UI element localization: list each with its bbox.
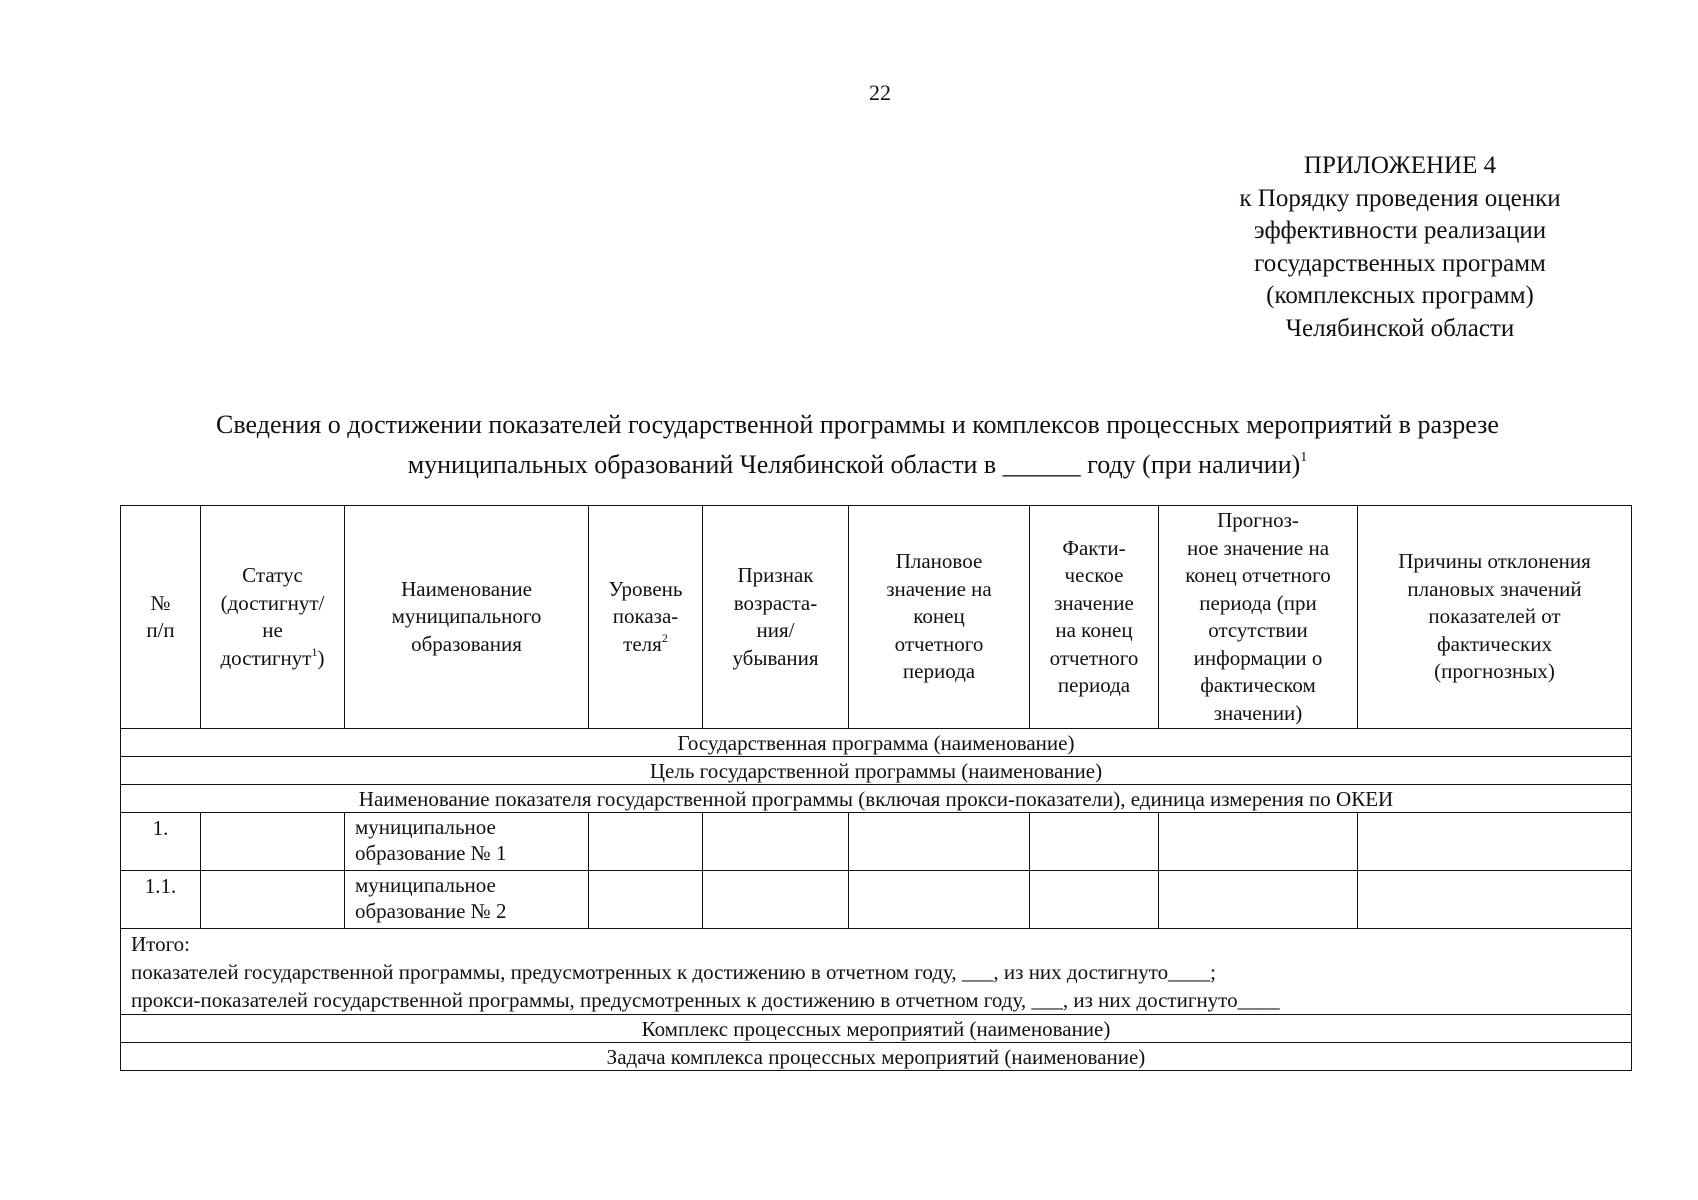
level-cell bbox=[589, 871, 703, 929]
section-row-indicator bbox=[121, 785, 1632, 813]
footnote-marker: 1 bbox=[1300, 450, 1308, 465]
planned-cell bbox=[849, 871, 1030, 929]
header-text: значении) bbox=[1213, 700, 1303, 725]
actual-cell bbox=[1030, 813, 1159, 871]
header-text: значение bbox=[1054, 590, 1134, 615]
header-forecast bbox=[1159, 506, 1358, 729]
summary-line: прокси-показателей государственной программы, предусмотренных к достижению в отчетном году, ___, из них достигнуто____ bbox=[131, 988, 1280, 1012]
summary-cell bbox=[121, 929, 1632, 1015]
header-text: периода bbox=[1057, 673, 1131, 697]
header-text: ния/ bbox=[756, 618, 795, 642]
header-text: № bbox=[150, 590, 171, 615]
header-text: Уровень bbox=[608, 576, 683, 601]
header-text: убывания bbox=[732, 645, 819, 670]
header-text: периода (при bbox=[1199, 590, 1317, 615]
header-level bbox=[589, 506, 703, 729]
section-program: Государственная программа (наименование) bbox=[121, 729, 1632, 757]
header-text: отчетного bbox=[894, 631, 984, 656]
header-text: Прогноз- bbox=[1217, 508, 1299, 532]
level-cell bbox=[589, 813, 703, 871]
section-row-complex bbox=[121, 1015, 1632, 1043]
header-text: возраста- bbox=[733, 590, 818, 615]
document-title-line-1: Сведения о достижении показателей государственной программы и комплексов процессных мероприятий в разрезе bbox=[216, 410, 1499, 439]
summary-row bbox=[121, 929, 1632, 1015]
planned-cell bbox=[849, 813, 1030, 871]
header-text: периода bbox=[902, 659, 976, 684]
status-cell bbox=[201, 871, 345, 929]
indicators-table bbox=[120, 505, 1632, 1071]
table-row bbox=[121, 813, 1632, 871]
header-actual bbox=[1030, 506, 1159, 729]
header-status bbox=[201, 506, 345, 729]
table-row bbox=[121, 871, 1632, 929]
forecast-cell bbox=[1159, 871, 1358, 929]
status-cell bbox=[201, 813, 345, 871]
reasons-cell bbox=[1358, 871, 1632, 929]
trend-cell bbox=[703, 813, 849, 871]
section-row-program bbox=[121, 729, 1632, 757]
appendix-header bbox=[1190, 150, 1610, 345]
header-trend bbox=[703, 506, 849, 729]
header-text: отчетного bbox=[1049, 645, 1139, 670]
header-text: ) bbox=[317, 645, 325, 670]
municipality-name-line: образование № 1 bbox=[355, 841, 507, 865]
header-text bbox=[589, 631, 702, 659]
header-text: показателей от bbox=[1428, 604, 1561, 629]
header-text: фактическом bbox=[1200, 673, 1316, 697]
header-text: муниципального bbox=[391, 604, 542, 629]
header-text: фактических bbox=[1437, 631, 1552, 656]
header-text: значение на bbox=[886, 576, 992, 601]
section-row-task bbox=[121, 1043, 1632, 1071]
reasons-cell bbox=[1358, 813, 1632, 871]
header-text: информации о bbox=[1193, 645, 1323, 670]
header-municipality bbox=[345, 506, 589, 729]
header-row bbox=[121, 506, 1632, 729]
header-text: Наименование bbox=[401, 576, 532, 601]
header-text: не bbox=[262, 618, 283, 642]
header-text: Признак bbox=[737, 563, 814, 587]
header-text: образования bbox=[411, 631, 522, 656]
appendix-line: эффективности реализации bbox=[1253, 217, 1547, 244]
document-title bbox=[100, 408, 1615, 481]
header-text: Факти- bbox=[1062, 535, 1126, 560]
forecast-cell bbox=[1159, 813, 1358, 871]
header-planned bbox=[849, 506, 1030, 729]
header-text: (достигнут/ bbox=[220, 590, 325, 615]
header-text bbox=[201, 645, 344, 673]
section-indicator: Наименование показателя государственной программы (включая прокси-показатели), единица измерения по ОКЕИ bbox=[121, 785, 1632, 813]
trend-cell bbox=[703, 871, 849, 929]
section-task: Задача комплекса процессных мероприятий (наименование) bbox=[121, 1043, 1632, 1071]
header-text: отсутствии bbox=[1208, 618, 1308, 642]
section-goal: Цель государственной программы (наименование) bbox=[121, 757, 1632, 785]
header-text: Статус bbox=[242, 563, 303, 587]
row-number: 1. bbox=[121, 813, 201, 871]
document-title-line-2-text: муниципальных образований Челябинской области в ______ году (при наличии) bbox=[407, 450, 1301, 479]
row-number: 1.1. bbox=[121, 871, 201, 929]
section-row-goal bbox=[121, 757, 1632, 785]
header-num bbox=[121, 506, 201, 729]
header-text: на конец bbox=[1055, 618, 1133, 642]
header-text: показа- bbox=[612, 604, 679, 629]
actual-cell bbox=[1030, 871, 1159, 929]
page-number: 22 bbox=[869, 80, 891, 105]
municipality-name-line: муниципальное bbox=[355, 815, 496, 839]
footnote-marker: 1 bbox=[311, 644, 318, 659]
appendix-line: (комплексных программ) bbox=[1266, 282, 1534, 309]
header-text: Причины отклонения bbox=[1398, 549, 1591, 574]
municipality-cell bbox=[345, 871, 589, 929]
appendix-line: к Порядку проведения оценки bbox=[1239, 184, 1561, 212]
appendix-line: государственных программ bbox=[1254, 249, 1546, 277]
municipality-cell bbox=[345, 813, 589, 871]
municipality-name-line: муниципальное bbox=[355, 873, 496, 897]
header-text: (прогнозных) bbox=[1434, 659, 1555, 684]
header-text: достигнут bbox=[220, 645, 312, 670]
summary-line: показателей государственной программы, предусмотренных к достижению в отчетном году, ___, из них достигнуто____; bbox=[131, 960, 1216, 984]
appendix-title: ПРИЛОЖЕНИЕ 4 bbox=[1303, 152, 1497, 179]
header-text: п/п bbox=[146, 618, 175, 642]
section-complex: Комплекс процессных мероприятий (наименование) bbox=[121, 1015, 1632, 1043]
document-title-line-2 bbox=[100, 441, 1615, 481]
appendix-line: Челябинской области bbox=[1285, 314, 1515, 342]
header-text: теля bbox=[623, 631, 662, 656]
header-text: плановых значений bbox=[1407, 576, 1582, 601]
header-text: ческое bbox=[1064, 563, 1124, 587]
summary-label: Итого: bbox=[131, 932, 190, 956]
header-text: Плановое bbox=[895, 549, 983, 574]
header-text: конец bbox=[913, 604, 965, 629]
footnote-marker: 2 bbox=[661, 630, 668, 645]
municipality-name-line: образование № 2 bbox=[355, 899, 507, 923]
header-reasons bbox=[1358, 506, 1632, 729]
header-text: ное значение на bbox=[1186, 535, 1330, 560]
header-text: конец отчетного bbox=[1185, 563, 1331, 587]
